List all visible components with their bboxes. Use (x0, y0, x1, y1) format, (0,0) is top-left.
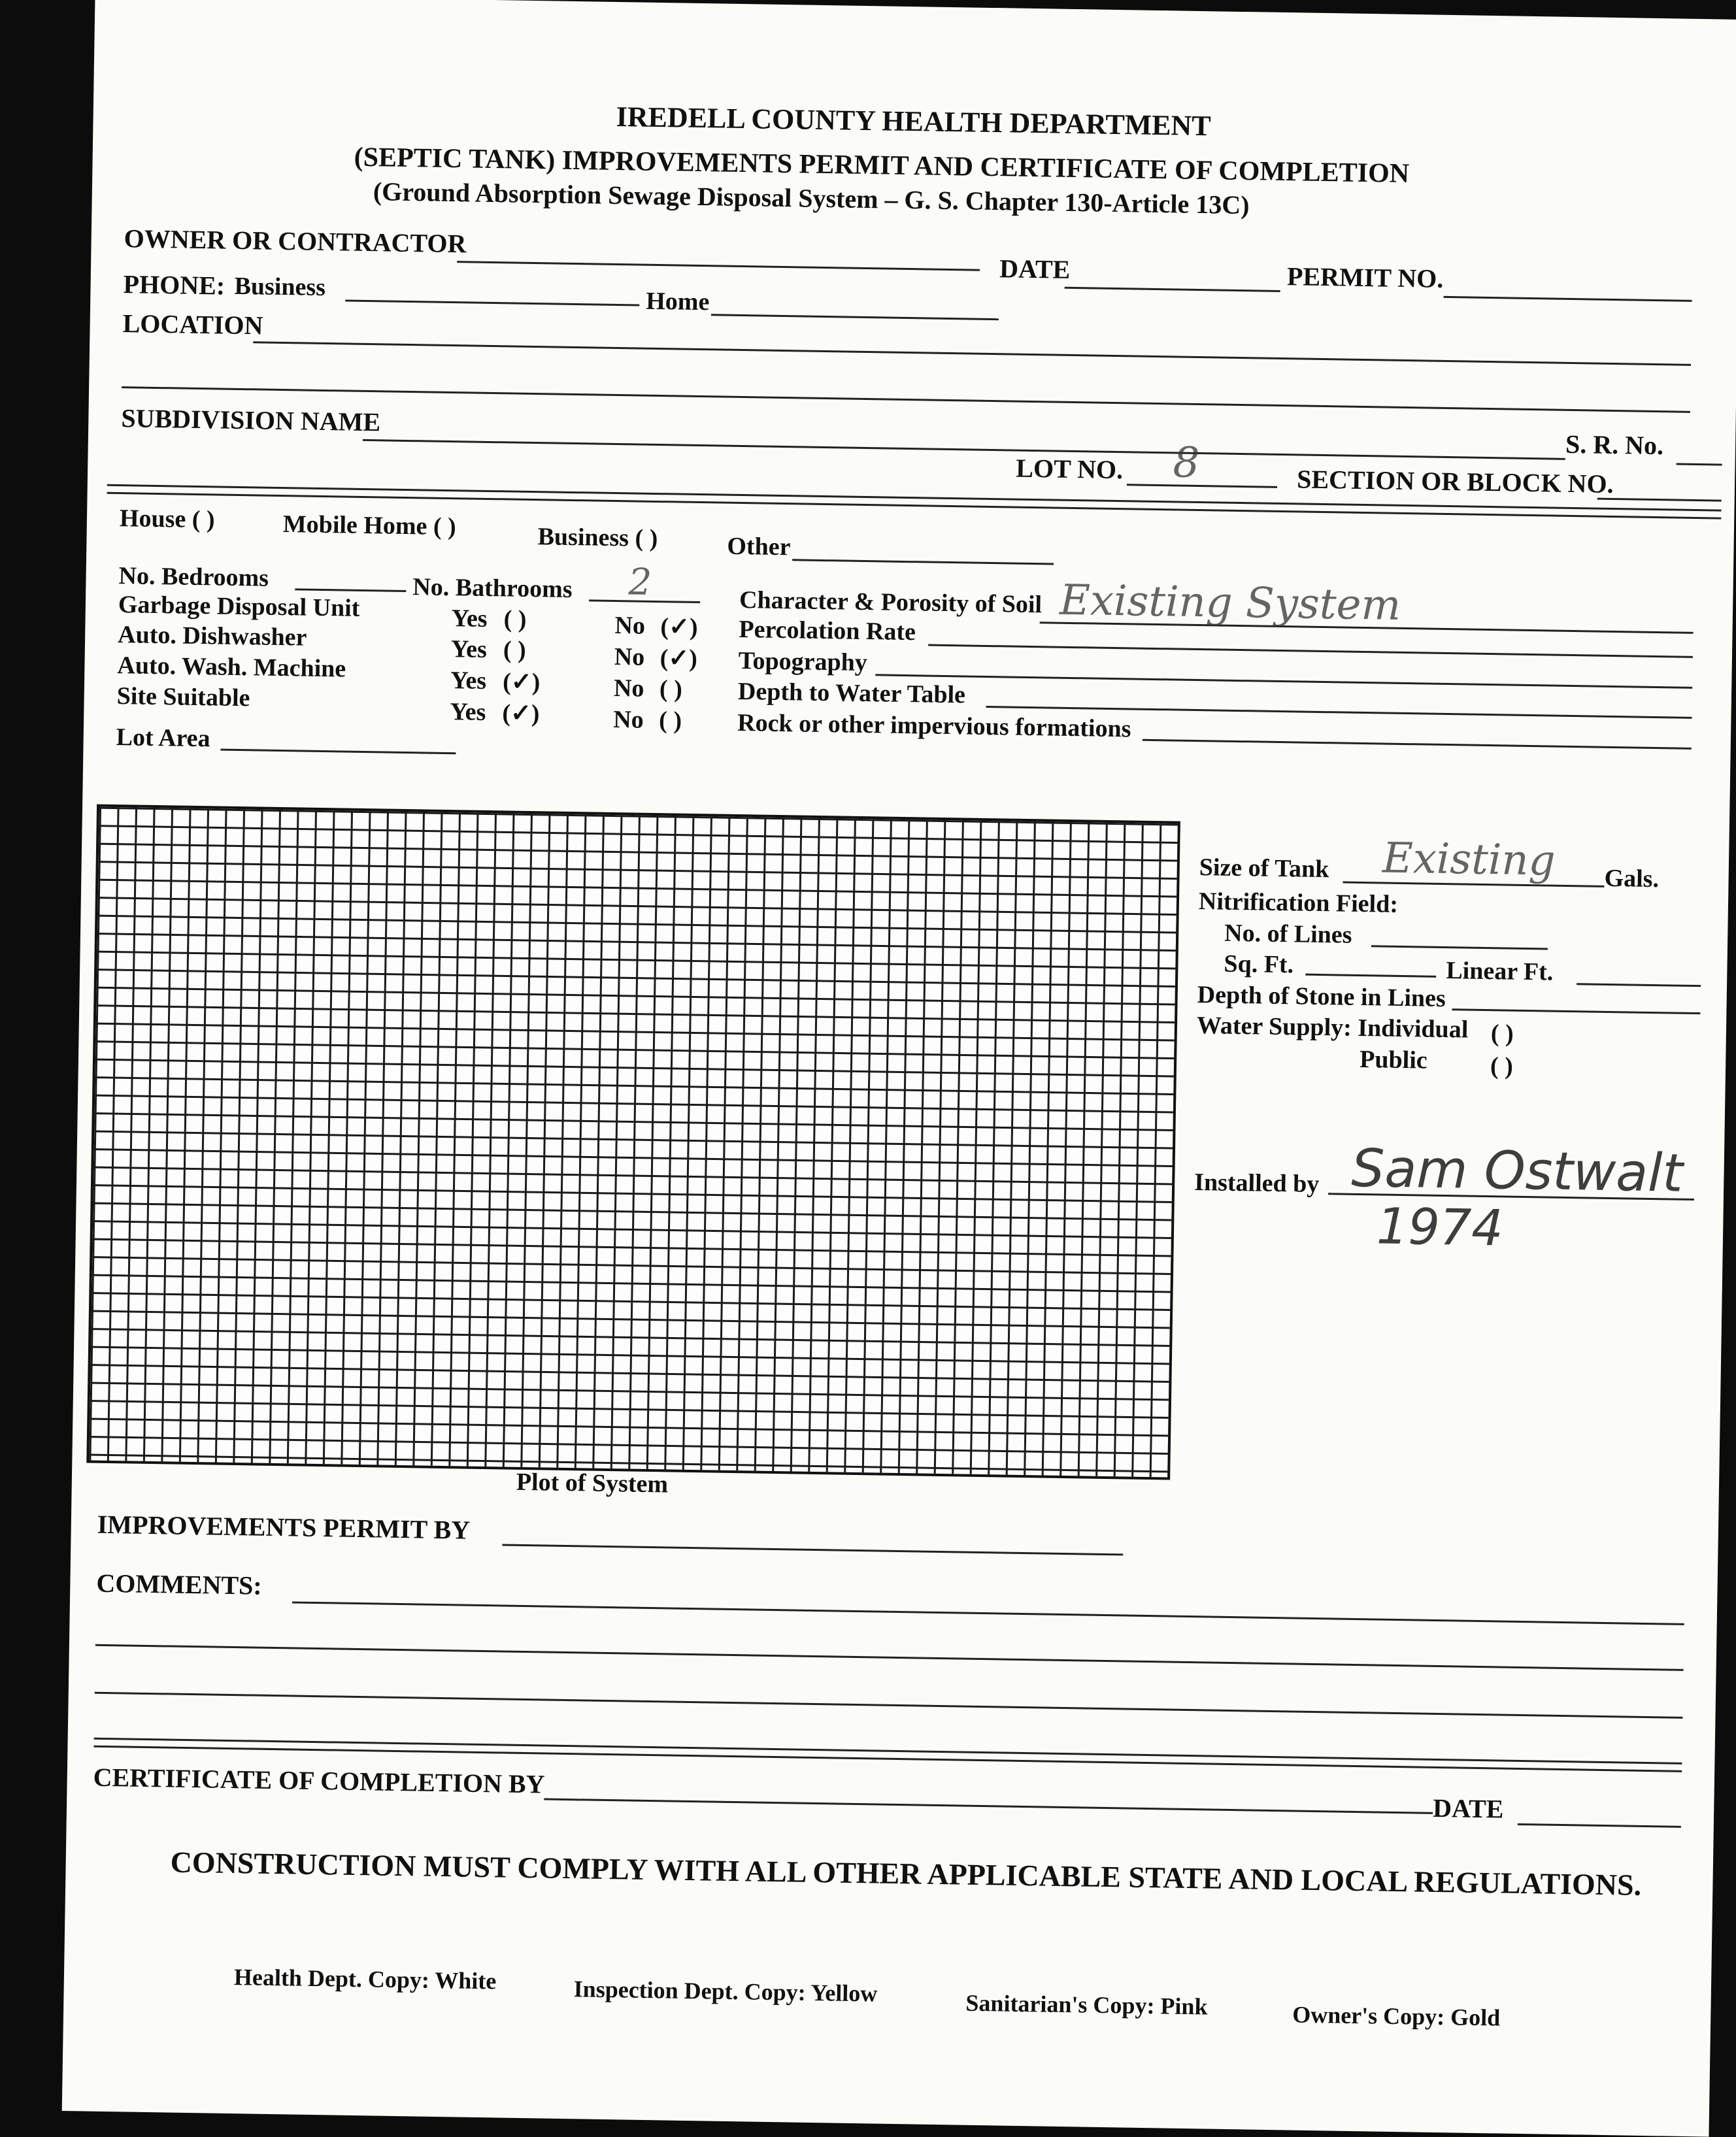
form-subtitle: (Ground Absorption Sewage Disposal System – G. S. Chapter 130-Article 13C) (373, 176, 1250, 220)
certificate-label: CERTIFICATE OF COMPLETION BY (93, 1762, 545, 1799)
subdivision-line (363, 439, 1565, 460)
garbage-label: Garbage Disposal Unit (118, 591, 360, 622)
home-phone-line (711, 314, 999, 320)
washer-label: Auto. Wash. Machine (117, 652, 346, 683)
compliance-notice: CONSTRUCTION MUST COMPLY WITH ALL OTHER APPLICABLE STATE AND LOCAL REGULATIONS. (170, 1845, 1642, 1902)
gals-label: Gals. (1604, 864, 1660, 893)
site-yes-label: Yes (450, 698, 486, 726)
section-label: SECTION OR BLOCK NO. (1296, 464, 1614, 499)
garbage-yes-label: Yes (451, 605, 488, 633)
copy-health: Health Dept. Copy: White (233, 1964, 497, 1995)
house-option: House ( ) (119, 505, 215, 534)
linear-ft-label: Linear Ft. (1446, 957, 1554, 986)
installed-by-value: Sam Ostwalt (1350, 1137, 1684, 1204)
location-label: LOCATION (122, 308, 263, 340)
sqft-line (1305, 974, 1436, 978)
lot-no-label: LOT NO. (1016, 453, 1124, 485)
washer-yes-checkbox[interactable]: (✓) (502, 668, 541, 697)
business-phone-line (345, 299, 639, 306)
bathrooms-label: No. Bathrooms (412, 573, 573, 603)
bedrooms-label: No. Bedrooms (118, 562, 269, 592)
permit-form (62, 0, 1736, 2137)
tank-size-value: Existing (1382, 834, 1556, 886)
stone-depth-label: Depth of Stone in Lines (1197, 981, 1446, 1013)
owner-line (457, 261, 980, 271)
owner-label: OWNER OR CONTRACTOR (124, 224, 467, 259)
sr-no-label: S. R. No. (1565, 429, 1664, 461)
lot-no-value: 8 (1172, 439, 1200, 488)
bedrooms-line (295, 588, 406, 592)
individual-checkbox[interactable]: ( ) (1490, 1019, 1514, 1048)
section-line (1597, 498, 1722, 502)
home-phone-label: Home (645, 287, 710, 316)
comments-line-3 (95, 1692, 1683, 1719)
lot-area-line (220, 749, 456, 755)
copy-sanitarian: Sanitarian's Copy: Pink (965, 1989, 1208, 2020)
tank-size-label: Size of Tank (1199, 853, 1329, 884)
rock-label: Rock or other impervious formations (737, 708, 1131, 743)
certificate-date-line (1518, 1823, 1681, 1828)
lot-area-label: Lot Area (116, 723, 210, 753)
copy-inspection: Inspection Dept. Copy: Yellow (573, 1976, 878, 2007)
perc-line (928, 644, 1693, 658)
water-table-label: Depth to Water Table (737, 677, 966, 709)
dishwasher-yes-label: Yes (450, 635, 488, 663)
dishwasher-yes-checkbox[interactable]: ( ) (503, 636, 527, 664)
site-yes-checkbox[interactable]: (✓) (502, 699, 540, 728)
lines-label: No. of Lines (1224, 919, 1352, 949)
washer-yes-label: Yes (450, 667, 487, 695)
permit-by-label: IMPROVEMENTS PERMIT BY (97, 1509, 471, 1545)
other-label: Other (727, 532, 791, 561)
site-suitable-label: Site Suitable (116, 682, 250, 712)
washer-no-checkbox[interactable]: ( ) (659, 675, 683, 703)
plot-caption: Plot of System (516, 1468, 669, 1499)
lines-line (1371, 945, 1548, 950)
business-option: Business ( ) (537, 523, 658, 553)
nitrification-label: Nitrification Field: (1198, 887, 1399, 918)
garbage-no-checkbox[interactable]: (✓) (660, 613, 698, 642)
comments-label: COMMENTS: (96, 1568, 263, 1600)
soil-label: Character & Porosity of Soil (739, 586, 1043, 619)
permit-no-line (1444, 296, 1692, 302)
bathrooms-value: 2 (628, 561, 652, 604)
permit-by-line (502, 1544, 1123, 1555)
certificate-date-label: DATE (1432, 1793, 1504, 1824)
soil-value: Existing System (1059, 576, 1401, 630)
plot-grid (86, 804, 1180, 1480)
installed-year-value: 1974 (1376, 1197, 1504, 1257)
business-phone-label: Business (234, 272, 326, 301)
department-name: IREDELL COUNTY HEALTH DEPARTMENT (616, 100, 1212, 142)
date-label: DATE (999, 254, 1071, 284)
public-checkbox[interactable]: ( ) (1490, 1052, 1514, 1080)
dishwasher-no-label: No (614, 643, 645, 671)
comments-line-1 (292, 1601, 1684, 1625)
comments-line-2 (95, 1644, 1684, 1671)
location-line (253, 341, 1691, 366)
permit-no-label: PERMIT NO. (1286, 261, 1444, 293)
stone-depth-line (1452, 1008, 1700, 1014)
public-label: Public (1359, 1046, 1428, 1074)
topography-label: Topography (738, 646, 868, 677)
rock-line (1143, 739, 1692, 750)
form-title: (SEPTIC TANK) IMPROVEMENTS PERMIT AND CERTIFICATE OF COMPLETION (354, 142, 1410, 190)
dishwasher-no-checkbox[interactable]: (✓) (659, 644, 698, 673)
site-no-label: No (612, 705, 644, 734)
subdivision-label: SUBDIVISION NAME (121, 403, 381, 437)
phone-label: PHONE: (123, 269, 225, 301)
sr-no-line (1677, 463, 1722, 465)
topography-line (875, 674, 1692, 689)
water-supply-label: Water Supply: Individual (1196, 1012, 1469, 1044)
garbage-yes-checkbox[interactable]: ( ) (503, 605, 527, 633)
perc-label: Percolation Rate (739, 616, 916, 646)
certificate-line (544, 1798, 1433, 1814)
copy-owner: Owner's Copy: Gold (1292, 2001, 1501, 2031)
date-line (1065, 287, 1280, 292)
installed-by-label: Installed by (1194, 1168, 1320, 1199)
site-no-checkbox[interactable]: ( ) (658, 706, 682, 735)
lot-no-line (1127, 484, 1277, 488)
mobile-home-option: Mobile Home ( ) (282, 510, 457, 541)
dishwasher-label: Auto. Dishwasher (117, 621, 307, 652)
linear-ft-line (1577, 983, 1701, 987)
other-line (792, 559, 1054, 565)
sqft-label: Sq. Ft. (1224, 950, 1294, 979)
washer-no-label: No (613, 674, 644, 703)
garbage-no-label: No (614, 612, 646, 640)
